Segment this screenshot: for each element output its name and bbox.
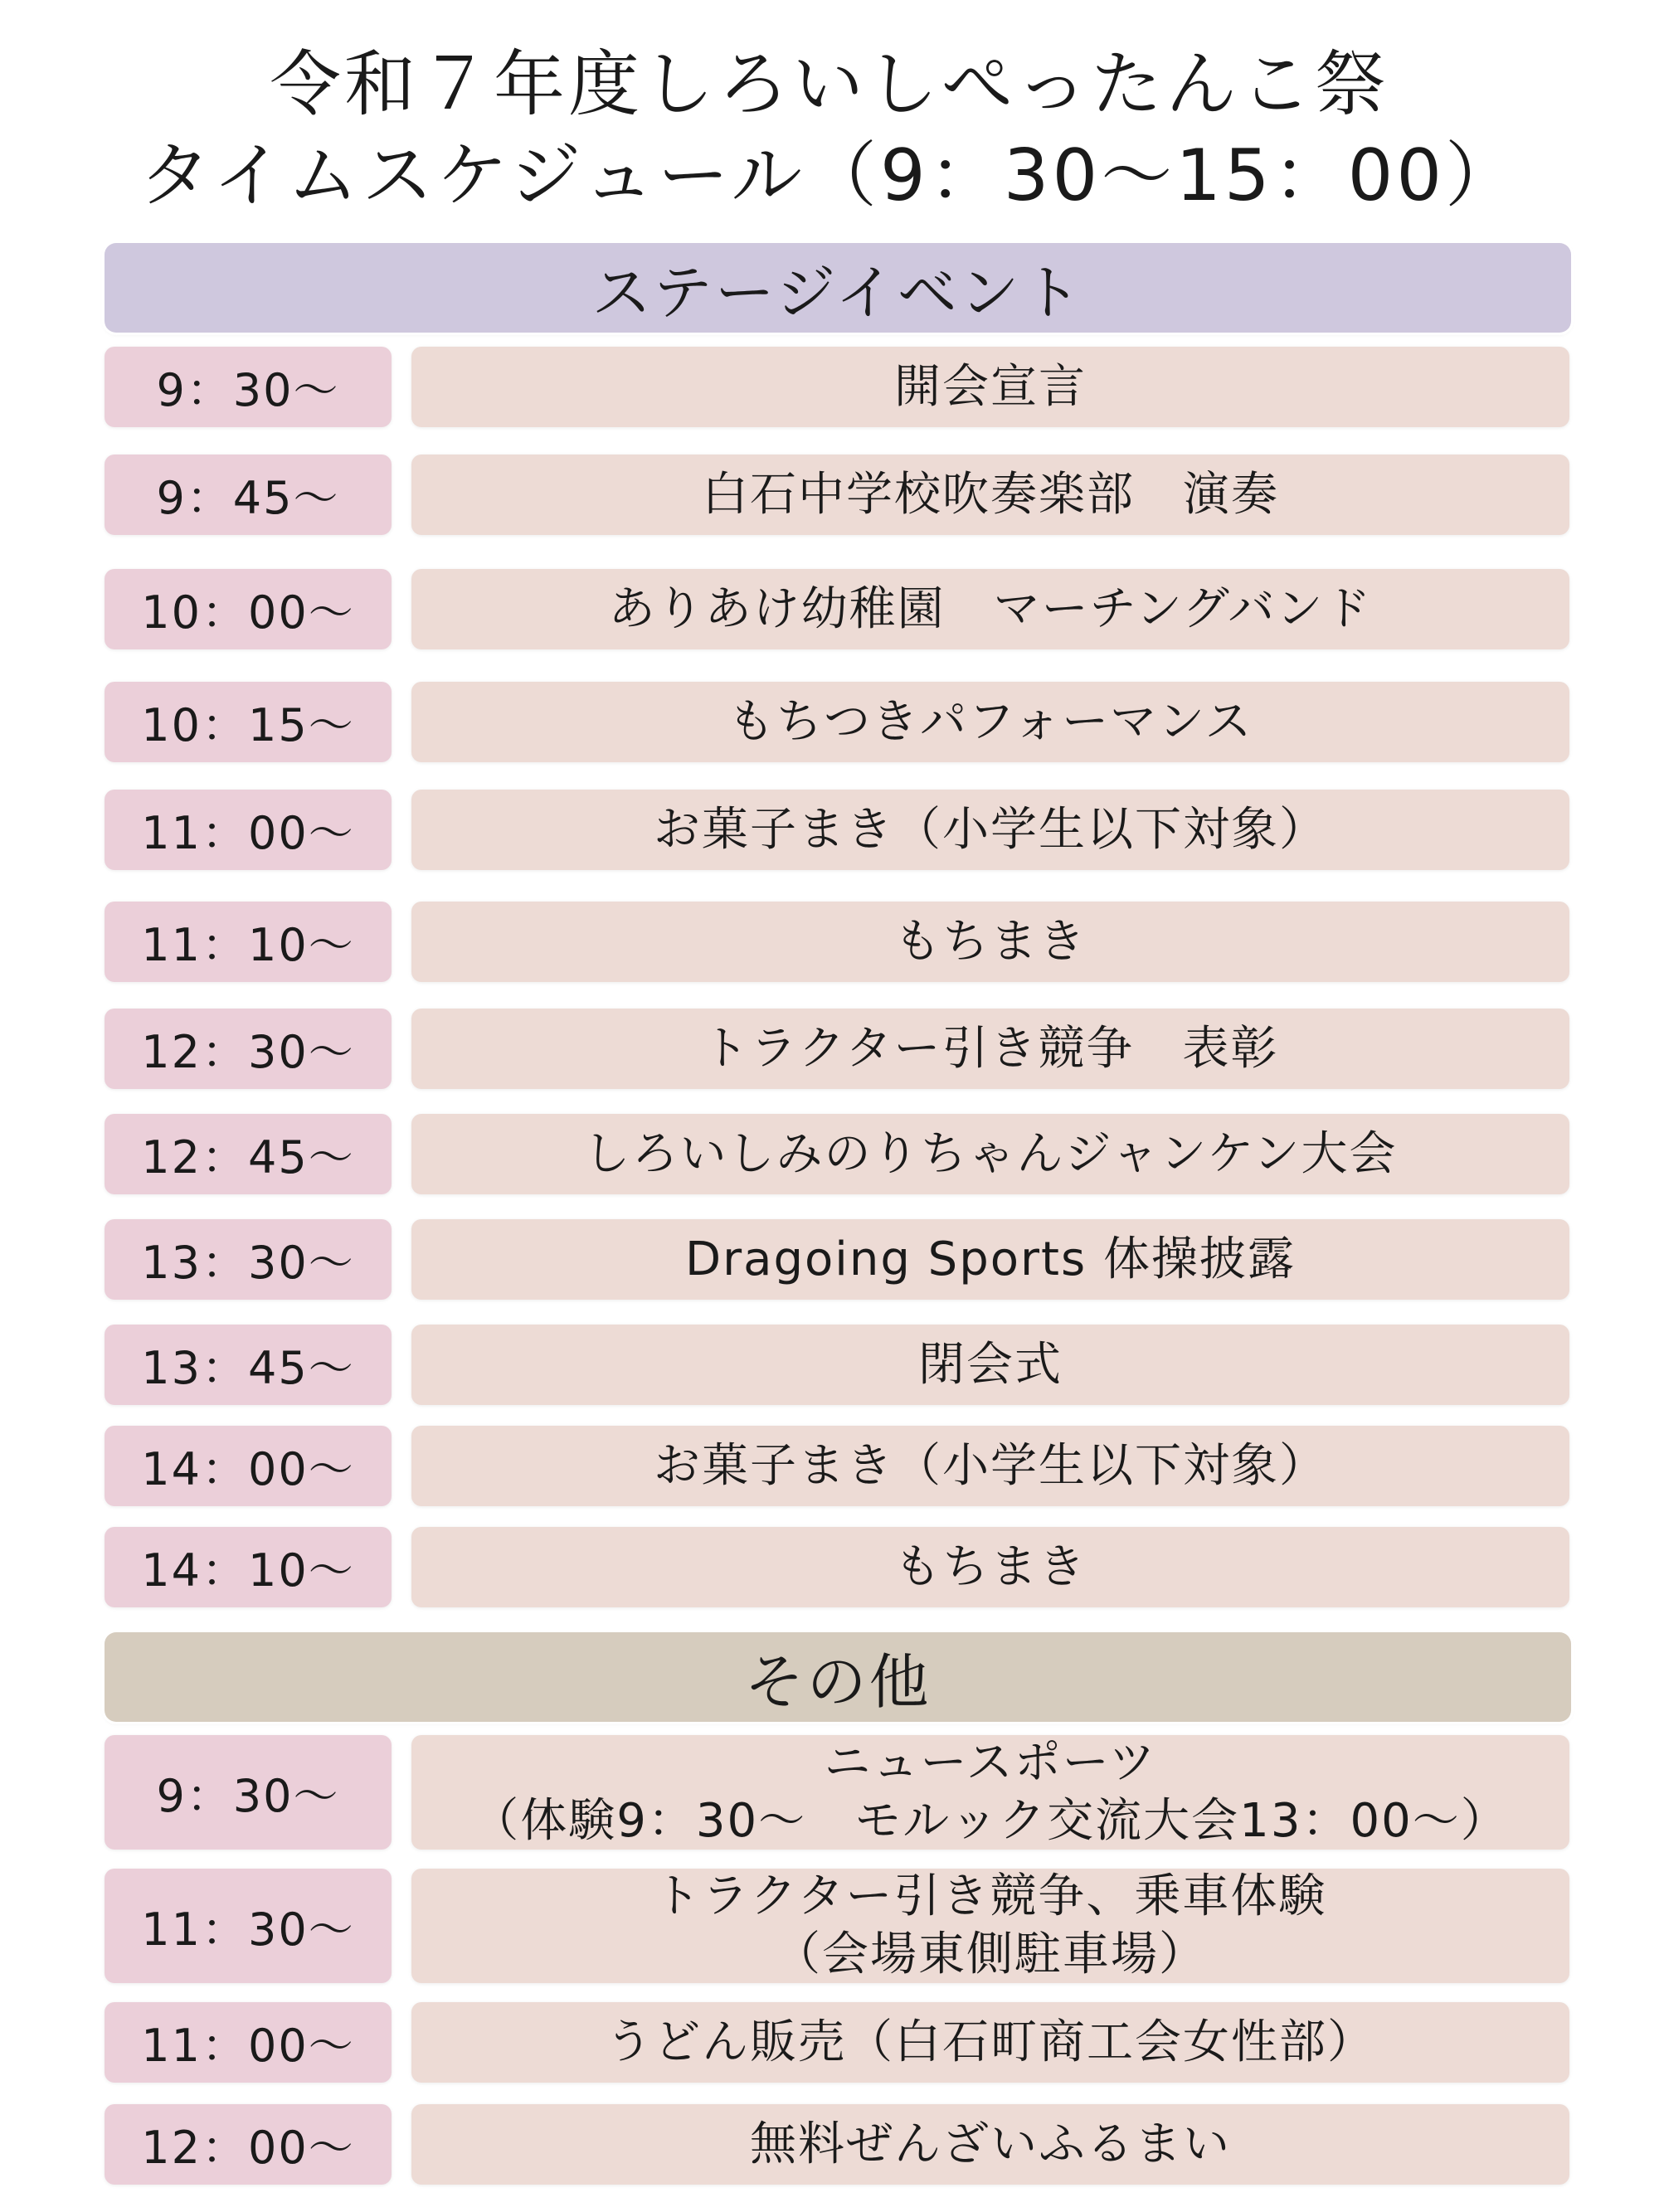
- schedule-row: [0, 2002, 1659, 2083]
- event-label: [411, 1114, 1569, 1194]
- event-title: もちまき: [894, 1539, 1087, 1594]
- event-title: うどん販売（白石町商工会女性部）: [606, 2015, 1375, 2069]
- event-title: 開会宣言: [894, 359, 1087, 414]
- event-title: しろいしみのりちゃんジャンケン大会: [583, 1126, 1398, 1181]
- event-title: お菓子まき（小学生以下対象）: [654, 1438, 1327, 1493]
- time-label: 12：45〜: [105, 1114, 392, 1194]
- page-title: 令和７年度しろいしぺったんこ祭: [270, 43, 1389, 126]
- event-title: もちつきパフォーマンス: [727, 694, 1253, 749]
- event-label: [411, 1219, 1569, 1300]
- time-label: 14：00〜: [105, 1426, 392, 1506]
- event-title: Dragoing Sports 体操披露: [685, 1232, 1296, 1286]
- event-label: [411, 902, 1569, 982]
- time-label: 12：00〜: [105, 2104, 392, 2185]
- schedule-row: [0, 1426, 1659, 1506]
- event-label: [411, 347, 1569, 427]
- time-label: 10：00〜: [105, 569, 392, 649]
- event-label: [411, 2002, 1569, 2083]
- schedule-row: [0, 902, 1659, 982]
- event-label: [411, 1869, 1569, 1983]
- time-label: 9：30〜: [105, 1735, 392, 1850]
- time-label: 11：00〜: [105, 790, 392, 870]
- time-label: 11：10〜: [105, 902, 392, 982]
- event-title: ニュースポーツ: [824, 1736, 1157, 1790]
- schedule-row: [0, 1114, 1659, 1194]
- event-label: [411, 2104, 1569, 2185]
- time-label: 9：45〜: [105, 455, 392, 535]
- schedule-row: [0, 790, 1659, 870]
- schedule-row: [0, 1869, 1659, 1983]
- event-label: [411, 1735, 1569, 1850]
- event-title: トラクター引き競争、乗車体験: [654, 1869, 1327, 1923]
- schedule-row: [0, 1325, 1659, 1405]
- time-label: 12：30〜: [105, 1009, 392, 1089]
- schedule-row: [0, 455, 1659, 535]
- schedule-row: [0, 1527, 1659, 1607]
- event-label: [411, 569, 1569, 649]
- schedule-row: [0, 2104, 1659, 2185]
- time-label: 11：30〜: [105, 1869, 392, 1983]
- schedule-row: [0, 569, 1659, 649]
- event-title: もちまき: [894, 914, 1087, 969]
- event-label: [411, 1009, 1569, 1089]
- time-label: 10：15〜: [105, 682, 392, 762]
- time-label: 11：00〜: [105, 2002, 392, 2083]
- event-title: お菓子まき（小学生以下対象）: [654, 802, 1327, 857]
- event-label: [411, 790, 1569, 870]
- schedule-row: [0, 682, 1659, 762]
- time-label: 13：45〜: [105, 1325, 392, 1405]
- event-label: [411, 1527, 1569, 1607]
- event-label: [411, 1426, 1569, 1506]
- event-subtitle: （体験9：30〜 モルック交流大会13：00〜）: [472, 1794, 1509, 1848]
- event-title: ありあけ幼稚園 マーチングバンド: [608, 581, 1373, 636]
- schedule-row: [0, 1009, 1659, 1089]
- event-label: [411, 455, 1569, 535]
- time-label: 9：30〜: [105, 347, 392, 427]
- time-label: 13：30〜: [105, 1219, 392, 1300]
- event-subtitle: （会場東側駐車場）: [774, 1928, 1207, 1981]
- event-title: 白石中学校吹奏楽部 演奏: [702, 467, 1279, 522]
- event-title: 閉会式: [918, 1337, 1063, 1392]
- schedule-row: [0, 1219, 1659, 1300]
- stage-events-header: ステージイベント: [105, 243, 1571, 333]
- schedule-row: [0, 1735, 1659, 1850]
- event-title: 無料ぜんざいふるまい: [750, 2117, 1231, 2171]
- time-label: 14：10〜: [105, 1527, 392, 1607]
- page-subtitle: タイムスケジュール（9：30〜15：00）: [139, 134, 1520, 217]
- schedule-row: [0, 347, 1659, 427]
- event-label: [411, 1325, 1569, 1405]
- other-events-header: その他: [105, 1632, 1571, 1722]
- event-label: [411, 682, 1569, 762]
- event-title: トラクター引き競争 表彰: [702, 1021, 1279, 1076]
